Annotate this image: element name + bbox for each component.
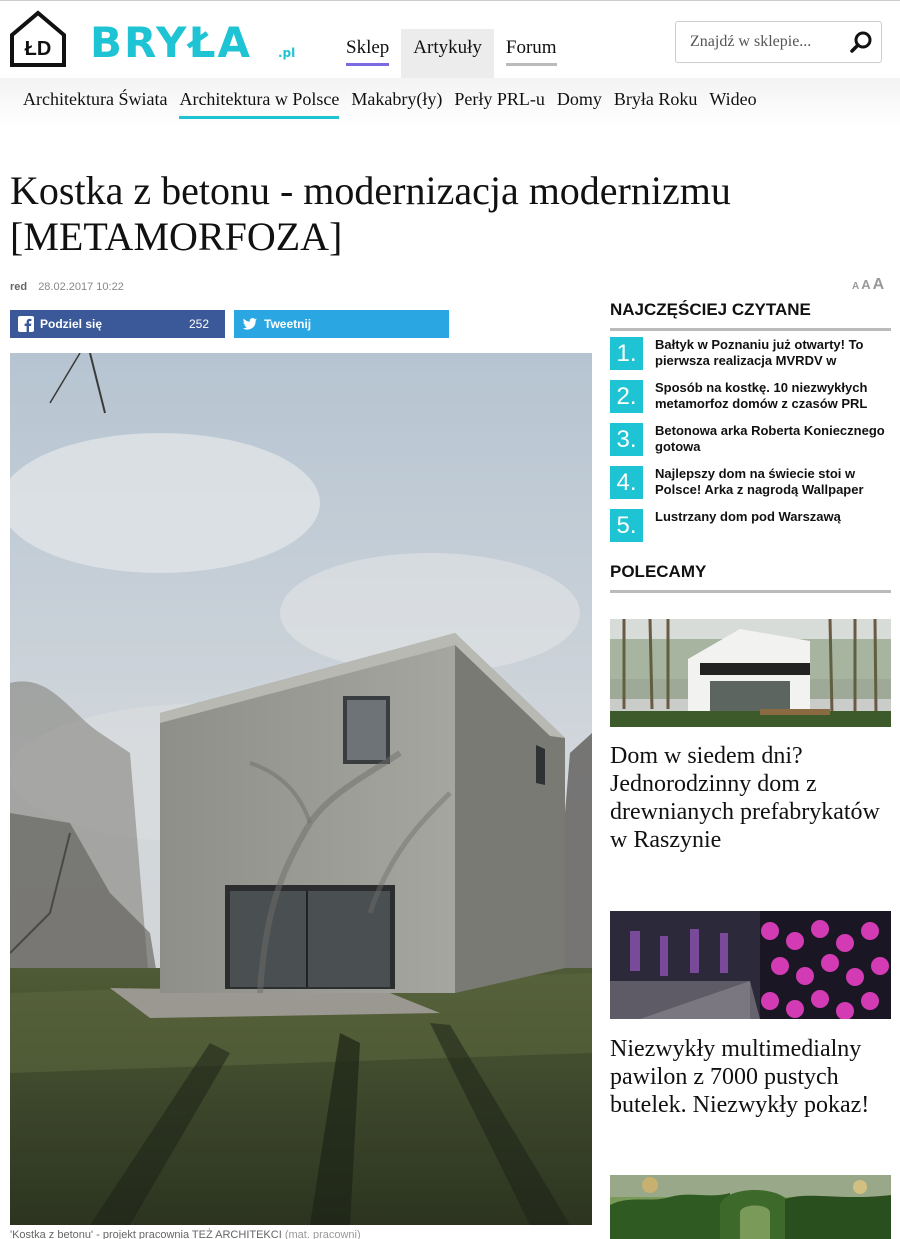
main-nav — [334, 29, 569, 79]
article-date: 28.02.2017 10:22 — [38, 281, 124, 293]
subnav-perly-prl[interactable]: Perły PRL-u — [454, 89, 545, 109]
recommend-heading: POLECAMY — [610, 562, 891, 593]
recommended-image[interactable] — [610, 911, 891, 1019]
popular-rank: 4. — [610, 466, 643, 499]
popular-item[interactable] — [610, 466, 891, 509]
popular-item[interactable] — [610, 337, 891, 380]
subnav-wideo[interactable]: Wideo — [709, 89, 757, 109]
font-size-controls — [850, 276, 884, 294]
article-title: Kostka z betonu - modernizacja modernizmu [METAMORFOZA] — [10, 168, 731, 259]
popular-title[interactable]: Betonowa arka Roberta Koniecznego gotowa — [655, 423, 885, 454]
subnav-bryla-roku[interactable]: Bryła Roku — [613, 89, 698, 109]
popular-list — [610, 337, 891, 552]
popular-title[interactable]: Bałtyk w Poznaniu już otwarty! To pierwsza realizacja MVRDV w — [655, 337, 864, 368]
top-header — [0, 0, 900, 78]
svg-text:.pl: .pl — [278, 46, 296, 60]
twitter-icon — [242, 316, 258, 332]
category-nav — [0, 78, 900, 126]
popular-item[interactable] — [610, 380, 891, 423]
font-size-medium-button[interactable]: A — [861, 277, 871, 292]
facebook-icon — [18, 316, 34, 332]
facebook-share-button[interactable] — [10, 310, 225, 338]
popular-title[interactable]: Lustrzany dom pod Warszawą — [655, 509, 841, 524]
recommended-title[interactable]: Dom w siedem dni? Jednorodzinny dom z drewnianych prefabrykatów w Raszynie — [610, 743, 880, 853]
search-input[interactable] — [690, 31, 840, 53]
nav-artykuly[interactable]: Artykuły — [401, 29, 494, 79]
popular-item[interactable] — [610, 509, 891, 552]
font-size-large-button[interactable]: A — [872, 276, 885, 293]
font-size-small-button[interactable]: A — [852, 281, 860, 292]
facebook-share-count: 252 — [188, 317, 209, 331]
svg-text:ŁD: ŁD — [24, 38, 52, 60]
article-meta — [10, 281, 124, 293]
popular-rank: 2. — [610, 380, 643, 413]
article-author[interactable]: red — [10, 281, 28, 293]
image-caption: 'Kostka z betonu' - projekt pracownia TEŻ ARCHITEKCI (mat. pracowni) — [10, 1229, 361, 1239]
popular-title[interactable]: Najlepszy dom na świecie stoi w Polsce! Arka z nagrodą Wallpaper — [655, 466, 864, 497]
svg-text:BRYŁA: BRYŁA — [90, 19, 252, 63]
popular-heading: NAJCZĘŚCIEJ CZYTANE — [610, 300, 891, 331]
facebook-share-label: Podziel się — [40, 317, 103, 331]
popular-rank: 5. — [610, 509, 643, 542]
article-hero-image[interactable] — [10, 353, 592, 1225]
twitter-share-label: Tweetnij — [264, 317, 312, 331]
subnav-architektura-w-polsce[interactable]: Architektura w Polsce — [173, 78, 345, 126]
subnav-architektura-swiata[interactable]: Architektura Świata — [23, 89, 168, 109]
subnav-makabryly[interactable]: Makabry(ły) — [351, 89, 443, 109]
popular-rank: 1. — [610, 337, 643, 370]
nav-sklep[interactable]: Sklep — [334, 29, 401, 79]
search-box — [675, 21, 882, 63]
nav-forum[interactable]: Forum — [494, 29, 569, 79]
popular-title[interactable]: Sposób na kostkę. 10 niezwykłych metamorfoz domów z czasów PRL — [655, 380, 868, 411]
popular-rank: 3. — [610, 423, 643, 456]
logo-ld[interactable] — [8, 9, 68, 69]
search-icon[interactable] — [849, 30, 873, 54]
twitter-share-button[interactable] — [234, 310, 449, 338]
logo-bryla[interactable] — [90, 19, 300, 63]
recommended-image[interactable] — [610, 1175, 891, 1239]
popular-item[interactable] — [610, 423, 891, 466]
recommended-image[interactable] — [610, 619, 891, 727]
recommended-title[interactable]: Niezwykły multimedialny pawilon z 7000 pustych butelek. Niezwykły pokaz! — [610, 1036, 870, 1118]
subnav-domy[interactable]: Domy — [556, 89, 602, 109]
